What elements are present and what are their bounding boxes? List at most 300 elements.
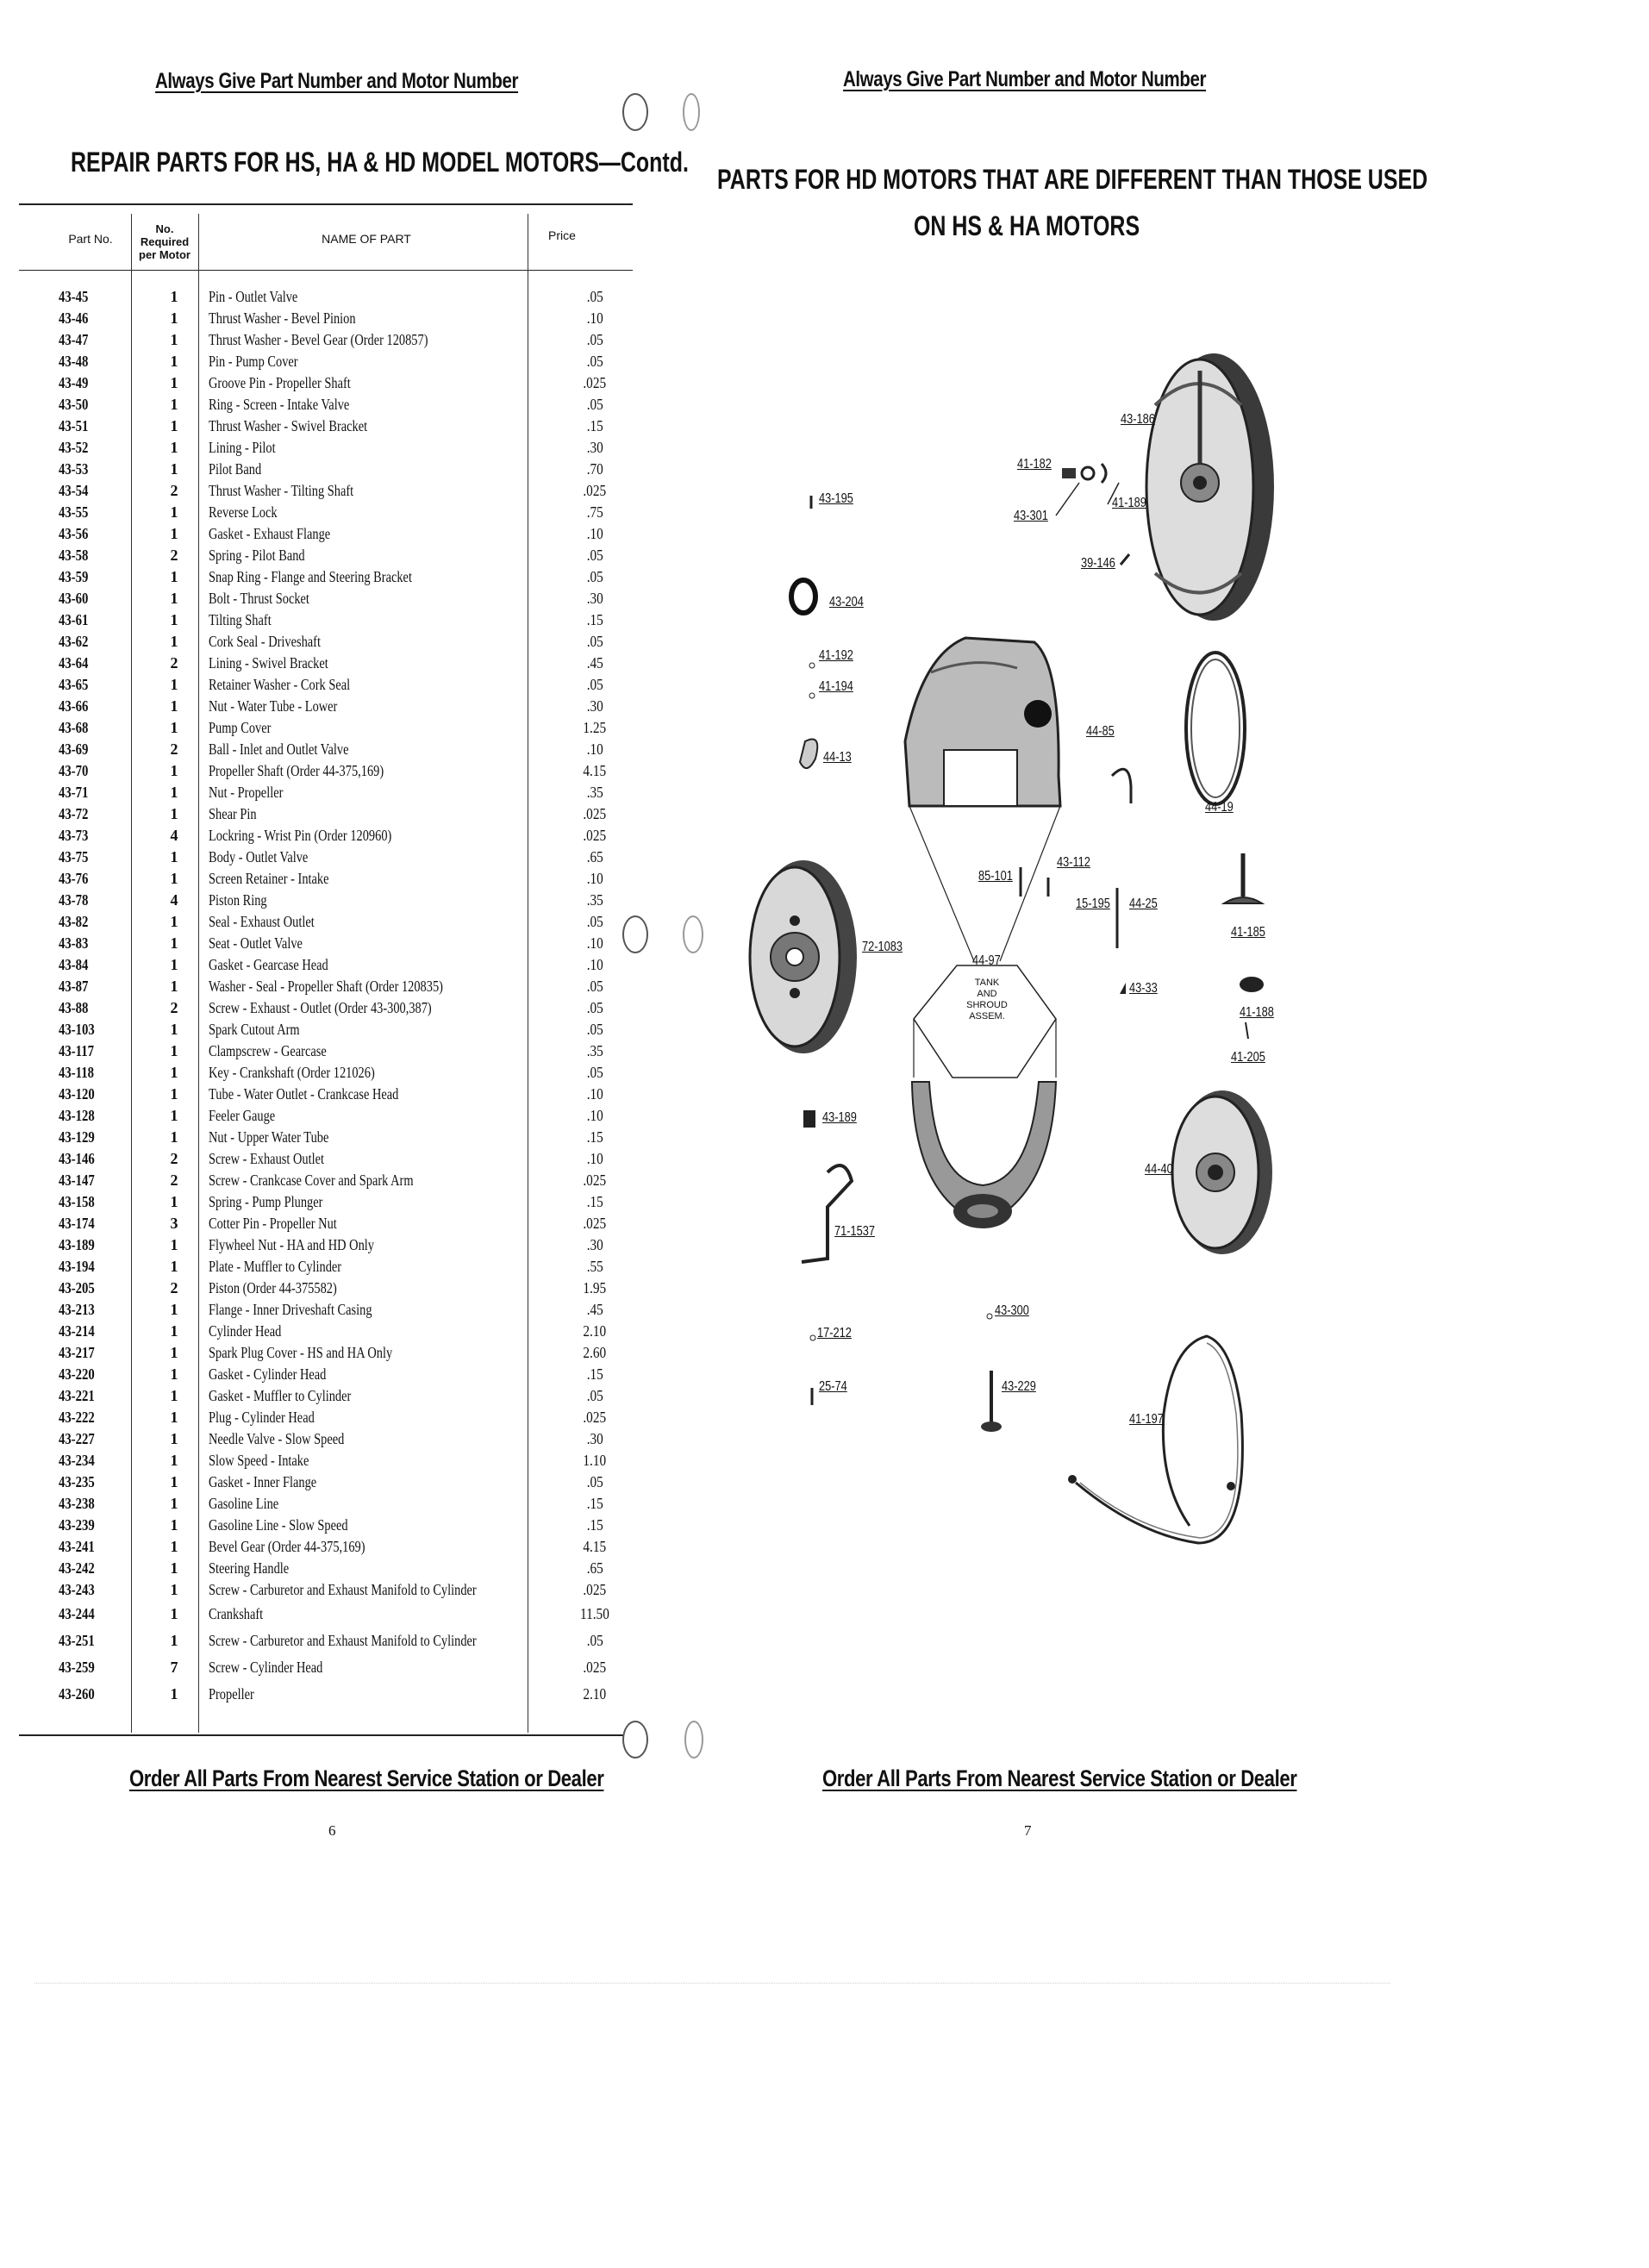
part-name-cell-text: Gasoline Line [209, 1493, 280, 1515]
callout-43-189: 43-189 [822, 1110, 857, 1125]
right-page-title-line2: ON HS & HA MOTORS [914, 210, 1140, 241]
quantity-cell-text: 2 [170, 654, 178, 672]
quantity-cell-text: 1 [170, 1344, 178, 1361]
right-page-header: Always Give Part Number and Motor Number [843, 67, 1207, 91]
quantity-cell-text: 1 [170, 1559, 178, 1577]
callout-39-146: 39-146 [1081, 556, 1115, 571]
part-name-cell-text: Ball - Inlet and Outlet Valve [209, 739, 350, 760]
part-number-cell-text: 43-147 [59, 1171, 95, 1189]
part-number-cell-text: 43-217 [59, 1344, 95, 1361]
assembly-label [948, 978, 1026, 1022]
cable-41-197 [1076, 1336, 1242, 1543]
part-name-cell-text: Gasoline Line - Slow Speed [209, 1515, 349, 1536]
part-number-cell-text: 43-87 [59, 978, 89, 995]
quantity-cell-text: 4 [170, 827, 178, 844]
price-cell-text: .15 [586, 1128, 603, 1146]
quantity-cell-text: 1 [170, 1128, 178, 1146]
tank-shroud-top-drawing [905, 638, 1060, 806]
part-number-cell-text: 43-60 [59, 590, 89, 607]
part-number-cell-text: 43-174 [59, 1215, 95, 1232]
price-cell-text: .10 [586, 525, 603, 542]
price-cell-text: .025 [583, 374, 607, 391]
part-number-cell-text: 43-234 [59, 1452, 95, 1469]
quantity-cell-text: 2 [170, 1171, 178, 1189]
part-name-cell-text: Needle Valve - Slow Speed [209, 1428, 346, 1450]
part-name-cell-text: Screw - Carburetor and Exhaust Manifold to Cylinder [209, 1628, 478, 1654]
price-cell-text: 4.15 [583, 762, 607, 779]
part-name-cell-text: Propeller Shaft (Order 44-375,169) [209, 760, 385, 782]
callout-71-1537: 71-1537 [834, 1224, 875, 1239]
part-number-cell-text: 43-189 [59, 1236, 95, 1253]
part-number-cell-text: 43-82 [59, 913, 89, 930]
quantity-cell-text: 1 [170, 719, 178, 736]
quantity-cell-text: 1 [170, 1685, 178, 1703]
quantity-cell-text: 1 [170, 762, 178, 779]
part-number-cell-text: 43-259 [59, 1659, 95, 1676]
ring-43-204 [791, 580, 815, 613]
part-name-cell-text: Flywheel Nut - HA and HD Only [209, 1234, 376, 1256]
part-name-cell-text: Spark Cutout Arm [209, 1019, 301, 1040]
part-number-cell-text: 43-205 [59, 1279, 95, 1296]
price-cell-text: .10 [586, 956, 603, 973]
price-cell-text: .05 [586, 633, 603, 650]
price-cell-text: .05 [586, 396, 603, 413]
part-number-cell-text: 43-221 [59, 1387, 95, 1404]
price-cell-text: .10 [586, 740, 603, 758]
callout-43-300: 43-300 [995, 1303, 1029, 1318]
part-number-cell-text: 43-128 [59, 1107, 95, 1124]
price-cell-text: .30 [586, 439, 603, 456]
quantity-cell-text: 1 [170, 978, 178, 995]
callout-43-186: 43-186 [1121, 412, 1155, 427]
part-number-cell-text: 43-78 [59, 891, 89, 909]
part-number-cell-text: 43-49 [59, 374, 89, 391]
quantity-cell-text: 1 [170, 396, 178, 413]
tank-shroud-bottom-drawing [912, 1082, 1056, 1228]
price-cell-text: .05 [586, 978, 603, 995]
part-name-cell-text: Flange - Inner Driveshaft Casing [209, 1299, 373, 1321]
quantity-cell-text: 1 [170, 1042, 178, 1059]
price-cell-text: 4.15 [583, 1538, 607, 1555]
price-cell-text: .35 [586, 1042, 603, 1059]
quantity-cell-text: 2 [170, 740, 178, 758]
part-name-cell-text: Spring - Pump Plunger [209, 1191, 324, 1213]
price-cell-text: .10 [586, 309, 603, 327]
part-name-cell-text: Spring - Pilot Band [209, 545, 306, 566]
price-cell-text: .65 [586, 848, 603, 865]
callout-15-195: 15-195 [1076, 897, 1110, 911]
part-number-cell-text: 43-71 [59, 784, 89, 801]
part-number-cell-text: 43-46 [59, 309, 89, 327]
left-page-footer: Order All Parts From Nearest Service Station or Dealer [129, 1765, 604, 1791]
part-name-cell-text: Clampscrew - Gearcase [209, 1040, 328, 1062]
part-name-cell-text: Body - Outlet Valve [209, 847, 309, 868]
part-name-cell-text: Gasket - Inner Flange [209, 1471, 318, 1493]
part-number-cell-text: 43-52 [59, 439, 89, 456]
part-name-cell-text: Screw - Crankcase Cover and Spark Arm [209, 1170, 415, 1191]
price-cell-text: .45 [586, 654, 603, 672]
part-number-cell-text: 43-194 [59, 1258, 95, 1275]
callout-41-188: 41-188 [1240, 1005, 1274, 1020]
callout-85-101: 85-101 [978, 869, 1013, 884]
part-name-cell-text: Retainer Washer - Cork Seal [209, 674, 352, 696]
price-cell-text: .15 [586, 417, 603, 434]
part-name-cell-text: Spark Plug Cover - HS and HA Only [209, 1342, 394, 1364]
quantity-cell-text: 1 [170, 331, 178, 348]
quantity-cell-text: 1 [170, 676, 178, 693]
price-cell-text: .025 [583, 805, 607, 822]
part-name-cell-text: Thrust Washer - Bevel Gear (Order 120857) [209, 329, 429, 351]
price-cell-text: .05 [586, 913, 603, 930]
left-page-header: Always Give Part Number and Motor Number [155, 69, 519, 93]
quantity-cell-text: 1 [170, 1064, 178, 1081]
part-name-cell-text: Pin - Outlet Valve [209, 286, 299, 308]
cover-44-40-drawing [1172, 1090, 1272, 1254]
part-number-cell-text: 43-51 [59, 417, 89, 434]
callout-44-85: 44-85 [1086, 724, 1115, 739]
quantity-cell-text: 2 [170, 1150, 178, 1167]
price-cell-text: .05 [586, 547, 603, 564]
price-cell-text: .30 [586, 590, 603, 607]
part-name-cell-text: Gasket - Cylinder Head [209, 1364, 328, 1385]
part-number-cell-text: 43-55 [59, 503, 89, 521]
part-number-cell-text: 43-76 [59, 870, 89, 887]
part-number-cell-text: 43-214 [59, 1322, 95, 1340]
part-name-cell-text: Thrust Washer - Tilting Shaft [209, 480, 355, 502]
part-number-cell-text: 43-241 [59, 1538, 95, 1555]
price-cell-text: .10 [586, 1150, 603, 1167]
quantity-cell-text: 1 [170, 353, 178, 370]
price-cell-text: .15 [586, 1193, 603, 1210]
callout-43-229: 43-229 [1002, 1379, 1036, 1394]
part-name-cell-text: Tilting Shaft [209, 609, 272, 631]
part-name-cell-text: Reverse Lock [209, 502, 278, 523]
assembly-label-line2: AND [977, 989, 997, 999]
price-cell-text: .30 [586, 697, 603, 715]
part-name-cell-text: Ring - Screen - Intake Valve [209, 394, 351, 415]
part-name-cell-text: Lockring - Wrist Pin (Order 120960) [209, 825, 393, 847]
scan-margin [0, 1983, 1649, 2268]
part-name-cell-text: Lining - Pilot [209, 437, 277, 459]
col-header-qty-line2: per Motor [139, 248, 191, 261]
part-number-cell-text: 43-242 [59, 1559, 95, 1577]
price-cell-text: 2.10 [583, 1685, 607, 1703]
callout-17-212: 17-212 [817, 1326, 852, 1340]
part-number-cell-text: 43-158 [59, 1193, 95, 1210]
price-cell-text: .15 [586, 1365, 603, 1383]
right-page-footer: Order All Parts From Nearest Service Station or Dealer [822, 1765, 1297, 1791]
assembly-label-line3: SHROUD ASSEM. [966, 1000, 1008, 1022]
part-name-cell-text: Slow Speed - Intake [209, 1450, 310, 1471]
quantity-cell-text: 1 [170, 288, 178, 305]
price-cell-text: .05 [586, 1473, 603, 1490]
part-number-cell-text: 43-88 [59, 999, 89, 1016]
quantity-cell-text: 1 [170, 1387, 178, 1404]
part-number-cell-text: 43-220 [59, 1365, 95, 1383]
part-number-cell-text: 43-118 [59, 1064, 95, 1081]
quantity-cell-text: 1 [170, 1605, 178, 1622]
part-name-cell-text: Lining - Swivel Bracket [209, 653, 329, 674]
price-cell-text: 1.10 [583, 1452, 607, 1469]
callout-41-197: 41-197 [1129, 1412, 1164, 1427]
price-cell-text: .15 [586, 1495, 603, 1512]
quantity-cell-text: 1 [170, 913, 178, 930]
price-cell-text: .05 [586, 1064, 603, 1081]
part-number-cell-text: 43-61 [59, 611, 89, 628]
callout-43-195: 43-195 [819, 491, 853, 506]
part-name-cell-text: Bolt - Thrust Socket [209, 588, 311, 609]
price-cell-text: .35 [586, 891, 603, 909]
part-name-cell-text: Nut - Propeller [209, 782, 284, 803]
price-cell-text: .05 [586, 331, 603, 348]
part-name-cell-text: Screw - Exhaust Outlet [209, 1148, 326, 1170]
quantity-cell-text: 1 [170, 1021, 178, 1038]
part-number-cell-text: 43-47 [59, 331, 89, 348]
part-name-cell-text: Gasket - Gearcase Head [209, 954, 329, 976]
callout-43-204: 43-204 [829, 595, 864, 609]
part-name-cell-text: Feeler Gauge [209, 1105, 277, 1127]
price-cell-text: .70 [586, 460, 603, 478]
quantity-cell-text: 1 [170, 870, 178, 887]
part-number-cell-text: 43-54 [59, 482, 89, 499]
quantity-cell-text: 1 [170, 956, 178, 973]
price-cell-text: .15 [586, 611, 603, 628]
part-name-cell-text: Plate - Muffler to Cylinder [209, 1256, 343, 1278]
gearcase-head-drawing [750, 860, 857, 1053]
part-name-cell-text: Screw - Carburetor and Exhaust Manifold to Cylinder [209, 1579, 478, 1601]
part-number-cell-text: 43-146 [59, 1150, 95, 1167]
part-number-cell-text: 43-59 [59, 568, 89, 585]
part-number-cell-text: 43-73 [59, 827, 89, 844]
quantity-cell-text: 1 [170, 568, 178, 585]
quantity-cell-text: 3 [170, 1215, 178, 1232]
quantity-cell-text: 1 [170, 1258, 178, 1275]
price-cell-text: 11.50 [580, 1605, 609, 1622]
right-page-number: 7 [1024, 1822, 1032, 1839]
quantity-cell-text: 1 [170, 1430, 178, 1447]
part-name-cell-text: Piston (Order 44-375582) [209, 1278, 338, 1299]
price-cell-text: .75 [586, 503, 603, 521]
part-name-cell-text: Screw - Exhaust - Outlet (Order 43-300,387) [209, 997, 433, 1019]
part-number-cell-text: 43-58 [59, 547, 89, 564]
price-cell-text: 1.95 [583, 1279, 607, 1296]
price-cell-text: .05 [586, 1021, 603, 1038]
part-number-cell-text: 43-227 [59, 1430, 95, 1447]
quantity-cell-text: 1 [170, 1236, 178, 1253]
callout-41-185: 41-185 [1231, 925, 1265, 940]
price-cell-text: .10 [586, 934, 603, 952]
part-name-cell-text: Thrust Washer - Bevel Pinion [209, 308, 357, 329]
part-name-cell-text: Steering Handle [209, 1558, 290, 1579]
quantity-cell-text: 1 [170, 1581, 178, 1598]
quantity-cell-text: 1 [170, 934, 178, 952]
part-number-cell-text: 43-129 [59, 1128, 95, 1146]
callout-41-192: 41-192 [819, 648, 853, 663]
callout-44-13: 44-13 [823, 750, 852, 765]
part-name-cell-text: Nut - Upper Water Tube [209, 1127, 330, 1148]
quantity-cell-text: 2 [170, 482, 178, 499]
part-number-cell-text: 43-103 [59, 1021, 95, 1038]
part-name-cell-text: Pilot Band [209, 459, 263, 480]
price-cell-text: .05 [586, 1387, 603, 1404]
quantity-cell-text: 1 [170, 1322, 178, 1340]
quantity-cell-text: 1 [170, 1632, 178, 1649]
quantity-cell-text: 2 [170, 547, 178, 564]
quantity-cell-text: 1 [170, 784, 178, 801]
part-name-cell-text: Washer - Seal - Propeller Shaft (Order 120835) [209, 976, 445, 997]
part-name-cell-text: Pin - Pump Cover [209, 351, 299, 372]
callout-44-25: 44-25 [1129, 897, 1158, 911]
part-number-cell-text: 43-235 [59, 1473, 95, 1490]
part-name-cell-text: Gasket - Exhaust Flange [209, 523, 332, 545]
part-name-cell-text: Plug - Cylinder Head [209, 1407, 315, 1428]
quantity-cell-text: 1 [170, 1301, 178, 1318]
part-number-cell-text: 43-53 [59, 460, 89, 478]
part-name-cell-text: Snap Ring - Flange and Steering Bracket [209, 566, 414, 588]
part-name-cell-text: Pump Cover [209, 717, 272, 739]
quantity-cell-text: 2 [170, 1279, 178, 1296]
part-number-cell-text: 43-48 [59, 353, 89, 370]
price-cell-text: .35 [586, 784, 603, 801]
part-number-cell-text: 43-69 [59, 740, 89, 758]
price-cell-text: .05 [586, 353, 603, 370]
quantity-cell-text: 1 [170, 525, 178, 542]
price-cell-text: .05 [586, 999, 603, 1016]
part-name-cell-text: Groove Pin - Propeller Shaft [209, 372, 352, 394]
quantity-cell-text: 1 [170, 1452, 178, 1469]
quantity-cell-text: 1 [170, 1107, 178, 1124]
quantity-cell-text: 1 [170, 590, 178, 607]
col-header-price: Price [548, 228, 576, 242]
callout-72-1083: 72-1083 [862, 940, 903, 954]
quantity-cell-text: 1 [170, 1193, 178, 1210]
price-cell-text: .45 [586, 1301, 603, 1318]
callout-43-112: 43-112 [1057, 855, 1090, 870]
part-name-cell-text: Shear Pin [209, 803, 258, 825]
part-name-cell-text: Gasket - Muffler to Cylinder [209, 1385, 353, 1407]
callout-41-205: 41-205 [1231, 1050, 1265, 1065]
part-name-cell-text: Tube - Water Outlet - Crankcase Head [209, 1084, 400, 1105]
price-cell-text: .05 [586, 1632, 603, 1649]
quantity-cell-text: 2 [170, 999, 178, 1016]
price-cell-text: .10 [586, 870, 603, 887]
quantity-cell-text: 1 [170, 1409, 178, 1426]
price-cell-text: .65 [586, 1559, 603, 1577]
quantity-cell-text: 1 [170, 1085, 178, 1103]
part-name-cell-text: Screen Retainer - Intake [209, 868, 330, 890]
part-41-182 [1062, 468, 1076, 478]
price-cell-text: .10 [586, 1085, 603, 1103]
price-cell-text: .05 [586, 676, 603, 693]
quantity-cell-text: 1 [170, 374, 178, 391]
quantity-cell-text: 1 [170, 1538, 178, 1555]
price-cell-text: .10 [586, 1107, 603, 1124]
part-name-cell-text: Propeller [209, 1681, 255, 1708]
price-cell-text: .15 [586, 1516, 603, 1534]
part-name-cell-text: Key - Crankshaft (Order 121026) [209, 1062, 376, 1084]
part-number-cell-text: 43-117 [59, 1042, 95, 1059]
price-cell-text: .025 [583, 482, 607, 499]
price-cell-text: 2.60 [583, 1344, 607, 1361]
part-name-cell-text: Thrust Washer - Swivel Bracket [209, 415, 369, 437]
part-number-cell-text: 43-65 [59, 676, 89, 693]
price-cell-text: .025 [583, 1409, 607, 1426]
quantity-cell-text: 7 [170, 1659, 178, 1676]
callout-44-19: 44-19 [1205, 800, 1234, 815]
left-page-title: REPAIR PARTS FOR HS, HA & HD MODEL MOTORS—Contd. [71, 147, 689, 178]
left-page-number: 6 [328, 1822, 336, 1839]
quantity-cell-text: 1 [170, 1365, 178, 1383]
price-cell-text: .30 [586, 1430, 603, 1447]
price-cell-text: .30 [586, 1236, 603, 1253]
part-number-cell-text: 43-83 [59, 934, 89, 952]
quantity-cell-text: 1 [170, 460, 178, 478]
quantity-cell-text: 1 [170, 439, 178, 456]
part-number-cell-text: 43-68 [59, 719, 89, 736]
part-number-cell-text: 43-213 [59, 1301, 95, 1318]
quantity-cell-text: 1 [170, 417, 178, 434]
part-name-cell-text: Piston Ring [209, 890, 268, 911]
part-number-cell-text: 43-64 [59, 654, 89, 672]
callout-41-189: 41-189 [1112, 496, 1146, 510]
price-cell-text: .025 [583, 1215, 607, 1232]
callout-41-182: 41-182 [1017, 457, 1052, 472]
part-number-cell-text: 43-84 [59, 956, 89, 973]
part-name-cell-text: Crankshaft [209, 1601, 265, 1628]
quantity-cell-text: 1 [170, 633, 178, 650]
quantity-cell-text: 1 [170, 309, 178, 327]
quantity-cell-text: 4 [170, 891, 178, 909]
quantity-cell-text: 1 [170, 1495, 178, 1512]
callout-43-33: 43-33 [1129, 981, 1158, 996]
part-name-cell-text: Seat - Outlet Valve [209, 933, 304, 954]
assembly-label-line1: TANK [974, 978, 1000, 988]
part-number-cell-text: 43-120 [59, 1085, 95, 1103]
part-number-cell-text: 43-62 [59, 633, 89, 650]
part-number-cell-text: 43-222 [59, 1409, 95, 1426]
part-number-cell-text: 43-66 [59, 697, 89, 715]
price-cell-text: .55 [586, 1258, 603, 1275]
price-cell-text: .025 [583, 827, 607, 844]
part-number-cell-text: 43-50 [59, 396, 89, 413]
price-cell-text: .025 [583, 1171, 607, 1189]
part-name-cell-text: Seal - Exhaust Outlet [209, 911, 315, 933]
part-number-cell-text: 43-239 [59, 1516, 95, 1534]
part-number-cell-text: 43-260 [59, 1685, 95, 1703]
callout-25-74: 25-74 [819, 1379, 847, 1394]
price-cell-text: 1.25 [583, 719, 607, 736]
part-number-cell-text: 43-45 [59, 288, 89, 305]
quantity-cell-text: 1 [170, 848, 178, 865]
part-number-cell-text: 43-72 [59, 805, 89, 822]
part-name-cell-text: Nut - Water Tube - Lower [209, 696, 339, 717]
gasket-44-19 [1186, 653, 1245, 804]
callout-43-301: 43-301 [1014, 509, 1048, 523]
col-header-part-no: Part No. [68, 232, 113, 246]
quantity-cell-text: 1 [170, 1473, 178, 1490]
part-number-cell-text: 43-56 [59, 525, 89, 542]
price-cell-text: .05 [586, 568, 603, 585]
price-cell-text: .025 [583, 1581, 607, 1598]
price-cell-text: .05 [586, 288, 603, 305]
quantity-cell-text: 1 [170, 611, 178, 628]
callout-44-97: 44-97 [972, 953, 1001, 968]
flywheel-drawing [1146, 353, 1274, 621]
quantity-cell-text: 1 [170, 805, 178, 822]
part-name-cell-text: Cotter Pin - Propeller Nut [209, 1213, 338, 1234]
part-number-cell-text: 43-243 [59, 1581, 95, 1598]
quantity-cell-text: 1 [170, 697, 178, 715]
